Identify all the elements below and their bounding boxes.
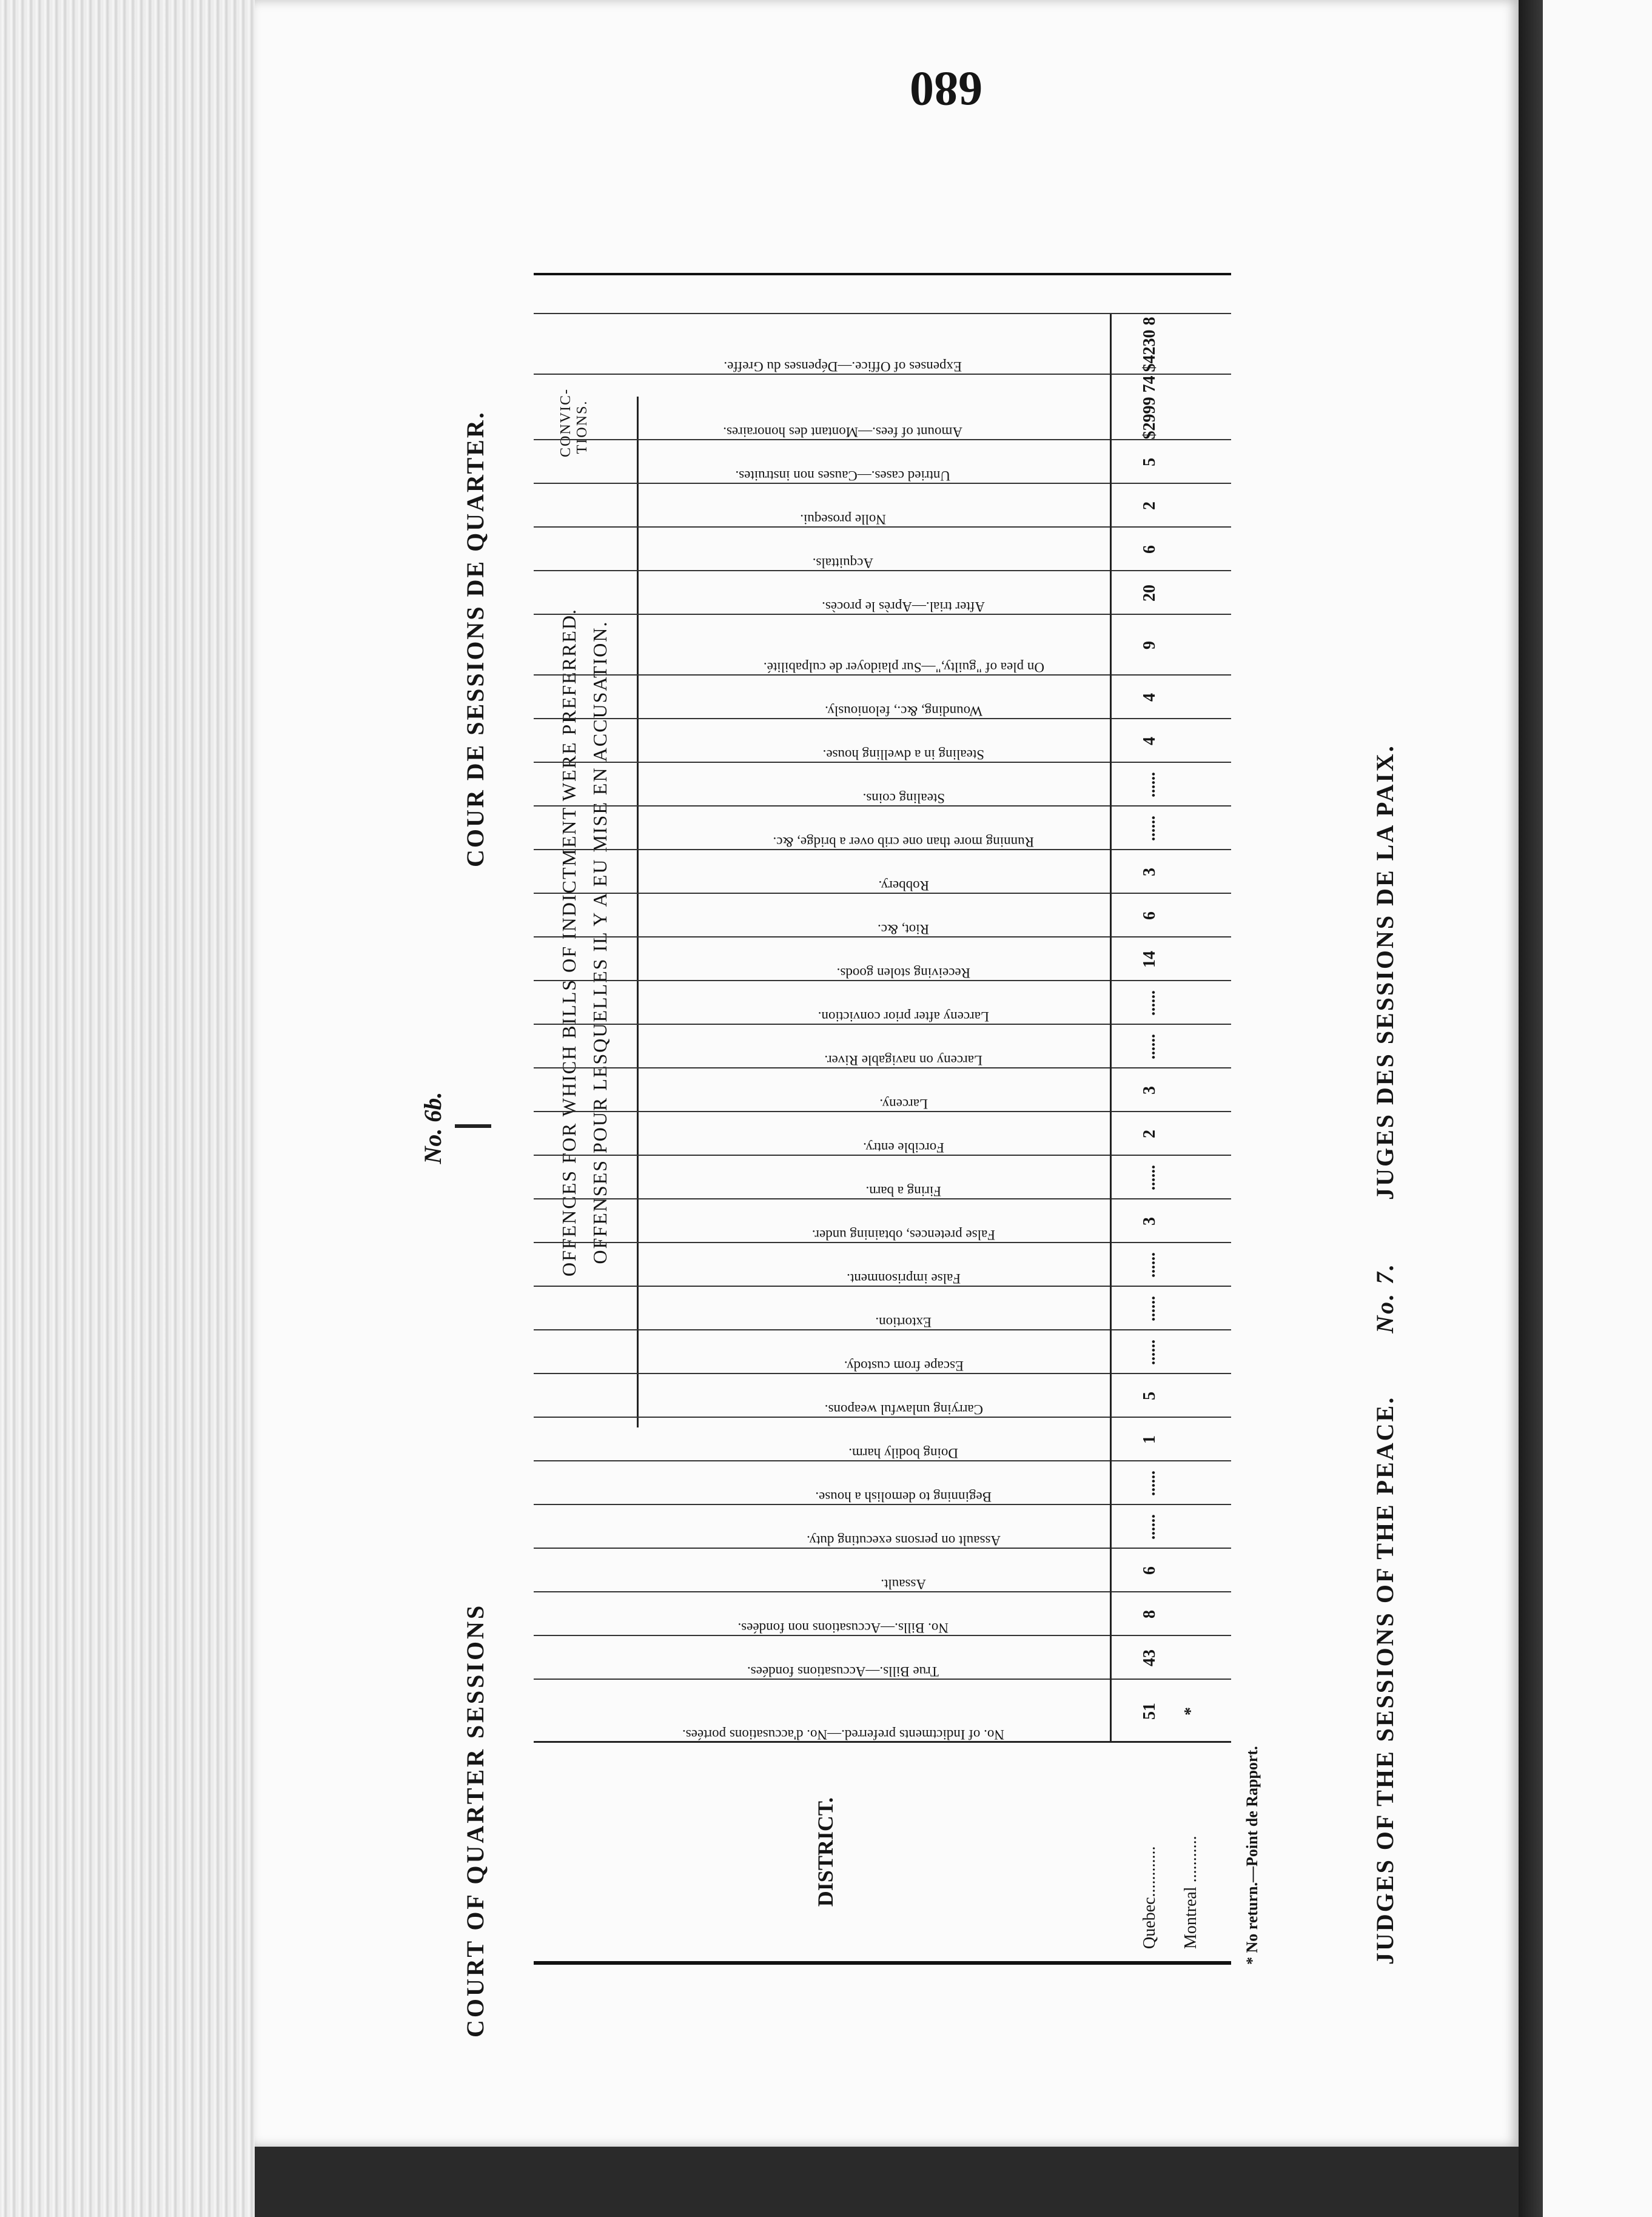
column-after-trial	[534, 570, 1231, 615]
column-header: Amount of fees.—Montant des honoraires.	[723, 424, 963, 440]
cell-quebec-escape: ......	[1140, 1340, 1159, 1365]
header-rule	[1110, 314, 1112, 375]
header-rule	[1110, 1680, 1112, 1743]
column-header: Forcible entry.	[863, 1140, 944, 1155]
column-header: Receiving stolen goods.	[836, 965, 971, 981]
cell-quebec-riot: 6	[1140, 911, 1159, 920]
column-indictments	[534, 1679, 1231, 1743]
header-rule	[1110, 1025, 1112, 1068]
column-extortion	[534, 1286, 1231, 1330]
cell-quebec-barn: ......	[1140, 1165, 1159, 1190]
next-table-heading	[1371, 279, 1399, 1965]
header-rule	[1110, 763, 1112, 807]
header-rule	[1110, 1068, 1112, 1112]
header-rule	[1110, 1636, 1112, 1680]
header-rule	[1110, 571, 1112, 615]
column-assault-duty	[534, 1504, 1231, 1549]
header-rule	[1110, 615, 1112, 676]
cell-quebec-plea-guilty: 9	[1140, 641, 1159, 649]
header-rule	[1110, 375, 1112, 440]
column-header: After trial.—Après le procès.	[822, 599, 985, 614]
column-header: No. of Indictments preferred.—No. d'accusations portées.	[682, 1727, 1004, 1742]
header-rule	[1110, 1243, 1112, 1287]
column-larceny	[534, 1067, 1231, 1112]
cell-quebec-weapons: 5	[1140, 1392, 1159, 1400]
cell-quebec-extortion: ......	[1140, 1296, 1159, 1321]
cell-quebec-larceny-river: ......	[1140, 1034, 1159, 1059]
header-rule	[1110, 1199, 1112, 1243]
column-header: Assault.	[881, 1577, 927, 1592]
column-header: On plea of "guilty,"—Sur plaidoyer de culpabilité.	[763, 660, 1044, 675]
cell-montreal-indictments: *	[1181, 1707, 1200, 1716]
district-header: DISTRICT.	[813, 1797, 838, 1907]
cell-quebec-dwelling: 4	[1140, 737, 1159, 745]
book-page-edges	[0, 0, 255, 2217]
header-rule	[1110, 440, 1112, 484]
header-rule	[1110, 1592, 1112, 1636]
footer-number: No. 7.	[1371, 1262, 1398, 1333]
header-rule	[1110, 719, 1112, 763]
cell-quebec-expenses: $4230 8	[1140, 317, 1159, 372]
column-header: Escape from custody.	[844, 1358, 964, 1373]
column-no-bills	[534, 1591, 1231, 1636]
column-header: True Bills.—Accusations fondées.	[747, 1664, 939, 1679]
district-quebec: Quebec............	[1140, 1846, 1159, 1949]
header-rule	[1110, 1505, 1112, 1549]
header-rule	[1110, 484, 1112, 528]
statistics-table	[534, 273, 1231, 1965]
header-rule	[1110, 1549, 1112, 1592]
column-imprisonment	[534, 1242, 1231, 1287]
cell-quebec-bodily-harm: 1	[1140, 1435, 1159, 1444]
column-header: False imprisonment.	[847, 1271, 961, 1286]
header-rule	[1110, 1418, 1112, 1461]
column-escape	[534, 1329, 1231, 1374]
cell-quebec-forcible-entry: 2	[1140, 1130, 1159, 1138]
cell-quebec-stolen-goods: 14	[1140, 951, 1159, 968]
cell-quebec-after-trial: 20	[1140, 585, 1159, 602]
convictions-group-label: CONVIC- TIONS.	[558, 388, 590, 457]
column-crib	[534, 805, 1231, 850]
header-rule	[1110, 1330, 1112, 1374]
column-fees	[534, 374, 1231, 440]
column-header: Riot, &c.	[878, 922, 930, 937]
title-french: COUR DE SESSIONS DE QUARTER.	[462, 411, 489, 867]
footer-title-en: JUDGES OF THE SESSIONS OF THE PEACE.	[1371, 1395, 1398, 1965]
column-pretences	[534, 1198, 1231, 1243]
column-larceny-river	[534, 1024, 1231, 1068]
column-untried	[534, 439, 1231, 484]
column-robbery	[534, 849, 1231, 894]
cell-quebec-larceny-prior: ......	[1140, 990, 1159, 1016]
header-rule	[1110, 807, 1112, 850]
column-header: Nolle prosequi.	[800, 512, 886, 527]
column-header: Extortion.	[875, 1315, 932, 1330]
column-wounding	[534, 674, 1231, 719]
column-header: No. Bills.—Accusations non fondées.	[737, 1620, 949, 1635]
next-page-edge	[1543, 0, 1652, 2217]
column-bodily-harm	[534, 1417, 1231, 1461]
cell-quebec-larceny: 3	[1140, 1086, 1159, 1095]
cell-quebec-untried: 5	[1140, 458, 1159, 466]
offences-group-fr: OFFENSES POUR LESQUELLES IL Y A EU MISE EN ACCUSATION.	[589, 620, 611, 1264]
title-separator	[455, 1124, 491, 1128]
header-rule	[1110, 676, 1112, 719]
cell-quebec-indictments: 51	[1140, 1703, 1159, 1720]
column-header: Doing bodily harm.	[848, 1446, 959, 1461]
header-rule	[1110, 981, 1112, 1025]
cell-quebec-acquittals: 6	[1140, 545, 1159, 554]
data-columns	[534, 275, 1231, 1743]
column-riot	[534, 893, 1231, 937]
title-english: COURT OF QUARTER SESSIONS	[462, 1603, 489, 2038]
column-nolle	[534, 483, 1231, 528]
column-larceny-prior	[534, 980, 1231, 1025]
header-rule	[1110, 528, 1112, 571]
column-header: Larceny on navigable River.	[824, 1053, 983, 1068]
column-stolen-goods	[534, 936, 1231, 981]
cell-quebec-demolish: ......	[1140, 1471, 1159, 1496]
column-header: Robbery.	[878, 878, 929, 893]
header-rule	[1110, 1287, 1112, 1330]
header-rule	[1110, 850, 1112, 894]
header-rule	[1110, 894, 1112, 937]
table-number: No. 6b.	[419, 1092, 446, 1164]
cell-quebec-coins: ......	[1140, 772, 1159, 797]
header-rule	[1110, 1156, 1112, 1199]
cell-quebec-robbery: 3	[1140, 868, 1159, 876]
district-montreal: Montreal ...........	[1181, 1836, 1200, 1949]
column-header: Larceny.	[879, 1096, 928, 1112]
column-header: Acquittals.	[812, 555, 874, 571]
header-rule	[1110, 1112, 1112, 1156]
column-assault	[534, 1548, 1231, 1592]
cell-quebec-wounding: 4	[1140, 693, 1159, 702]
column-header: Running more than one crib over a bridge, &c.	[773, 834, 1035, 850]
cell-quebec-crib: ......	[1140, 816, 1159, 841]
column-barn	[534, 1155, 1231, 1199]
header-rule	[1110, 1374, 1112, 1418]
cell-quebec-true-bills: 43	[1140, 1649, 1159, 1666]
column-header: Firing a barn.	[865, 1184, 942, 1199]
column-header: Expenses of Office.—Dépenses du Greffe.	[724, 359, 962, 374]
column-header: False pretences, obtaining under.	[811, 1227, 996, 1243]
book-gutter	[1519, 0, 1543, 2217]
page-number: 680	[910, 62, 982, 115]
column-true-bills	[534, 1635, 1231, 1680]
footer-title-fr: JUGES DES SESSIONS DE LA PAIX.	[1371, 744, 1398, 1200]
cell-quebec-nolle: 2	[1140, 501, 1159, 510]
column-coins	[534, 762, 1231, 807]
column-header: Beginning to demolish a house.	[815, 1489, 992, 1504]
footnote: * No return.—Point de Rapport.	[1243, 1746, 1261, 1965]
column-plea-guilty	[534, 614, 1231, 676]
column-header: Larceny after prior conviction.	[818, 1009, 990, 1024]
column-acquittals	[534, 526, 1231, 571]
cell-quebec-assault: 6	[1140, 1566, 1159, 1575]
column-header: Untried cases.—Causes non instruites.	[735, 468, 951, 483]
column-header: Assault on persons executing duty.	[807, 1533, 1001, 1548]
cell-quebec-pretences: 3	[1140, 1217, 1159, 1226]
header-rule	[1110, 937, 1112, 981]
column-demolish	[534, 1460, 1231, 1505]
column-header: Wounding, &c., feloniously.	[825, 703, 982, 719]
cell-quebec-fees: $2999 74	[1140, 375, 1159, 440]
district-column	[534, 1741, 1231, 1961]
column-header: Stealing in a dwelling house.	[822, 747, 985, 762]
cell-quebec-assault-duty: ......	[1140, 1514, 1159, 1540]
rotated-table-region	[364, 133, 1398, 2110]
column-forcible-entry	[534, 1111, 1231, 1156]
cell-quebec-no-bills: 8	[1140, 1610, 1159, 1618]
column-expenses	[534, 313, 1231, 375]
header-rule	[1110, 1461, 1112, 1505]
cell-quebec-imprisonment: ......	[1140, 1252, 1159, 1278]
column-header: Stealing coins.	[862, 791, 945, 806]
column-weapons	[534, 1373, 1231, 1418]
offences-group-en: OFFENCES FOR WHICH BILLS OF INDICTMENT WERE PREFERRED.	[558, 608, 580, 1276]
column-dwelling	[534, 718, 1231, 763]
column-header: Carrying unlawful weapons.	[824, 1402, 983, 1417]
